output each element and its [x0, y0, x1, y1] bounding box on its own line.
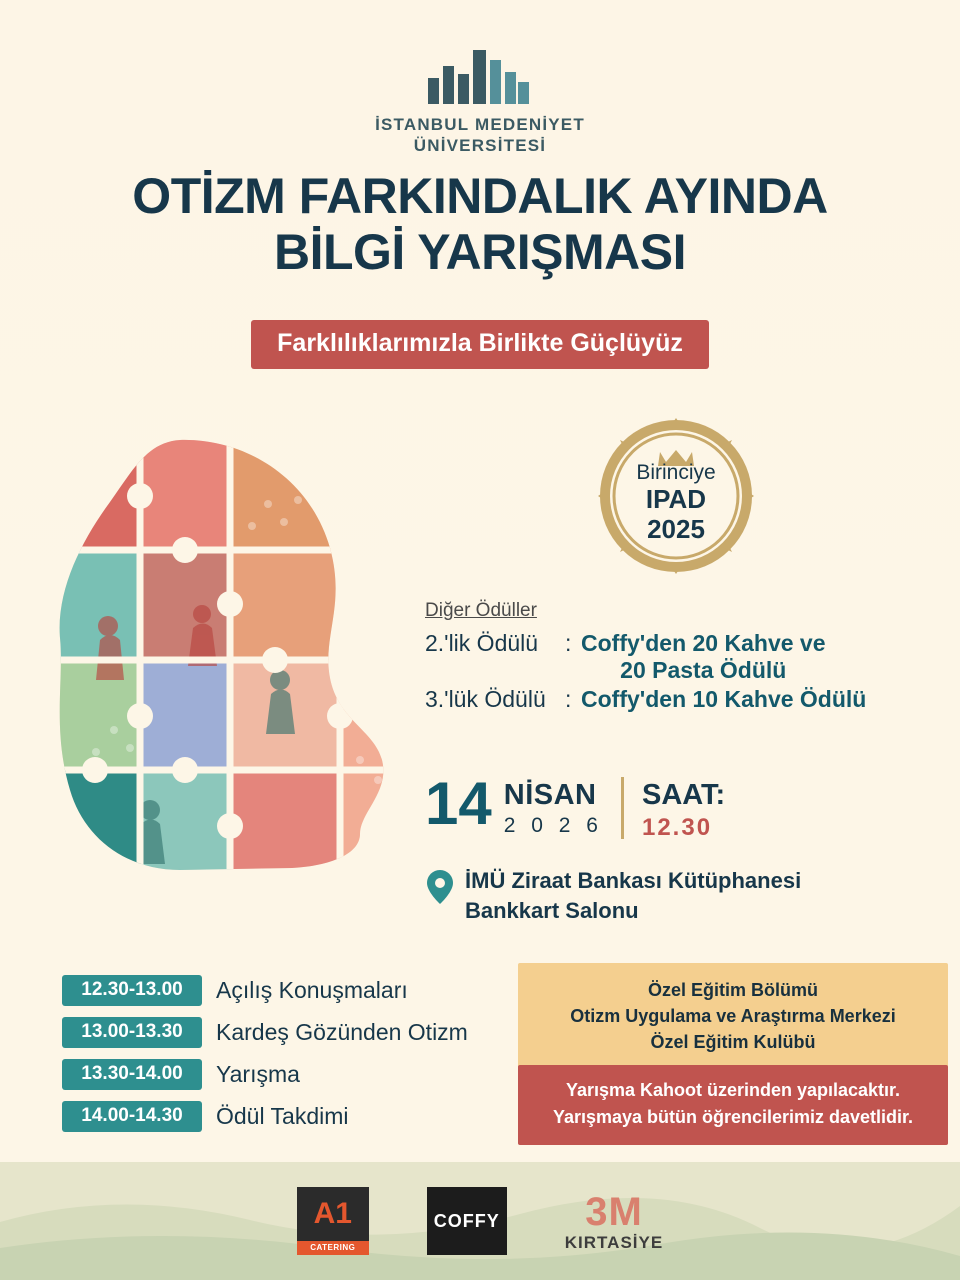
other-prizes-heading: Diğer Ödüller: [425, 600, 537, 621]
university-logo-block: [0, 48, 960, 156]
poster-title: [0, 168, 960, 280]
note-line-1: Yarışma Kahoot üzerinden yapılacaktır.: [565, 1080, 901, 1100]
prize-value: Coffy'den 10 Kahve Ödülü: [581, 686, 867, 712]
university-name-line2: ÜNİVERSİTESİ: [413, 136, 547, 155]
schedule-item-name: Yarışma: [216, 1061, 300, 1087]
schedule-item-name: Açılış Konuşmaları: [216, 977, 408, 1003]
list-item: [62, 1017, 468, 1048]
sponsor-coffy: COFFY: [427, 1187, 507, 1255]
medal-line-3: 2025: [647, 514, 705, 544]
sponsor-3m-sub: KIRTASİYE: [564, 1232, 664, 1252]
poster-subtitle: Farklılıklarımızla Birlikte Güçlüyüz: [251, 320, 709, 369]
list-item: [62, 1101, 468, 1132]
event-time-label: SAAT:: [641, 779, 726, 811]
venue-line-1: İMÜ Ziraat Bankası Kütüphanesi: [465, 868, 802, 893]
event-time-value: 12.30: [641, 814, 713, 841]
prize-separator: :: [565, 686, 572, 712]
event-datetime: [425, 770, 726, 842]
schedule-time-badge: 12.30-13.00: [62, 975, 202, 1006]
medal-line-1: Birinciye: [636, 461, 716, 485]
venue-text: [465, 866, 801, 925]
sponsor-a1-sub: CATERING: [297, 1241, 369, 1255]
imu-bar-logo-icon: [426, 48, 534, 111]
schedule-time-badge: 14.00-14.30: [62, 1101, 202, 1132]
sponsor-a1-letter: A: [313, 1197, 336, 1230]
schedule-list: [62, 975, 468, 1143]
organizer-line-1: Özel Eğitim Bölümü: [647, 980, 818, 1000]
list-item: [62, 975, 468, 1006]
sponsor-a1-catering: [297, 1187, 369, 1255]
event-venue: [425, 866, 801, 925]
prize-separator: :: [565, 630, 572, 656]
sponsor-3m-kirtasiye: [564, 1189, 664, 1252]
university-name-line1: İSTANBUL MEDENİYET: [375, 115, 585, 134]
sponsor-logos: [0, 1162, 960, 1280]
list-item: [62, 1059, 468, 1090]
prize-value-line1: Coffy'den 20 Kahve ve: [581, 630, 826, 656]
puzzle-head-silhouettes-artwork: [30, 430, 430, 890]
other-prizes-section: [425, 600, 945, 715]
event-time-block: [642, 779, 725, 842]
medal-line-2: IPAD: [645, 484, 707, 515]
prize-label: 3.'lük Ödülü: [425, 686, 546, 712]
schedule-item-name: Ödül Takdimi: [216, 1103, 349, 1129]
note-line-2: Yarışmaya bütün öğrencilerimiz davetlidir.: [552, 1107, 914, 1127]
organizers-box: [518, 963, 948, 1071]
event-month-year: [504, 779, 603, 838]
sponsor-3m-label: 3M: [585, 1189, 643, 1234]
title-line-2: BİLGİ YARIŞMASI: [273, 224, 687, 280]
subtitle-wrapper: [0, 320, 960, 369]
note-box: [518, 1065, 948, 1145]
schedule-time-badge: 13.30-14.00: [62, 1059, 202, 1090]
location-pin-icon: [425, 869, 455, 910]
schedule-time-badge: 13.00-13.30: [62, 1017, 202, 1048]
prize-value: [581, 630, 826, 684]
organizer-line-3: Özel Eğitim Kulübü: [650, 1032, 816, 1053]
divider: [621, 777, 624, 839]
event-day: 14: [425, 770, 492, 837]
prize-label: 2.'lik Ödülü: [425, 630, 539, 656]
footer-band: [0, 1162, 960, 1280]
organizer-line-2: Otizm Uygulama ve Araştırma Merkezi: [570, 1006, 896, 1027]
sponsor-a1-number: 1: [335, 1197, 352, 1230]
prize-row: [425, 630, 945, 684]
venue-line-2: Bankkart Salonu: [465, 897, 639, 923]
title-line-1: OTİZM FARKINDALIK AYINDA: [132, 168, 828, 224]
first-prize-medal: [598, 418, 754, 574]
prize-value-line2: 20 Pasta Ödülü: [620, 657, 787, 683]
schedule-item-name: Kardeş Gözünden Otizm: [216, 1019, 468, 1045]
event-year: 2 0 2 6: [503, 814, 603, 837]
event-month: NİSAN: [503, 779, 597, 811]
prize-row: [425, 686, 945, 713]
